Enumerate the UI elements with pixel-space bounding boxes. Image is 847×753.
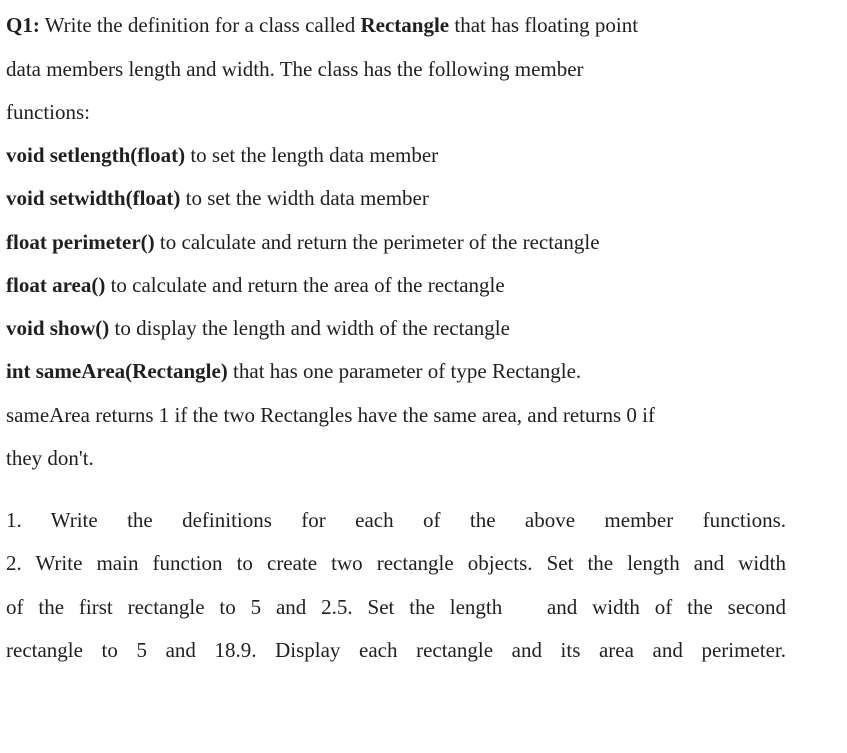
task-line-3: of the first rectangle to 5 and 2.5. Set the length and width of the second bbox=[6, 595, 786, 619]
function-item-area bbox=[6, 272, 505, 298]
question-label: Q1: bbox=[6, 13, 40, 37]
function-description: to display the length and width of the rectangle bbox=[109, 316, 510, 340]
function-signature: float perimeter() bbox=[6, 230, 155, 254]
task-line-1: 1. Write the definitions for each of the above member functions. bbox=[6, 508, 786, 532]
function-description: to calculate and return the perimeter of the rectangle bbox=[154, 230, 600, 254]
task-line-4: rectangle to 5 and 18.9. Display each rectangle and its area and perimeter. bbox=[6, 638, 786, 662]
function-description: to calculate and return the area of the rectangle bbox=[105, 273, 505, 297]
task-line-2: 2. Write main function to create two rectangle objects. Set the length and width bbox=[6, 551, 786, 575]
function-item-setwidth bbox=[6, 185, 429, 211]
class-name: Rectangle bbox=[360, 13, 450, 37]
function-item-setlength bbox=[6, 142, 438, 168]
function-description: that has one parameter of type Rectangle. bbox=[227, 359, 582, 383]
question-line-1 bbox=[6, 12, 638, 38]
function-signature: int sameArea(Rectangle) bbox=[6, 359, 228, 383]
question-intro-part-2: that has floating point bbox=[449, 13, 639, 37]
question-intro-part-1: Write the definition for a class called bbox=[39, 13, 361, 37]
function-description: to set the length data member bbox=[185, 143, 439, 167]
function-signature: void setwidth(float) bbox=[6, 186, 181, 210]
question-line-2: data members length and width. The class has the following member bbox=[6, 57, 584, 81]
function-item-samearea bbox=[6, 358, 581, 384]
samearea-note-line-2: they don't. bbox=[6, 446, 94, 470]
function-signature: void show() bbox=[6, 316, 110, 340]
function-item-perimeter bbox=[6, 229, 600, 255]
samearea-note-line-1: sameArea returns 1 if the two Rectangles have the same area, and returns 0 if bbox=[6, 403, 655, 427]
function-item-show bbox=[6, 315, 510, 341]
function-description: to set the width data member bbox=[180, 186, 429, 210]
function-signature: float area() bbox=[6, 273, 106, 297]
function-signature: void setlength(float) bbox=[6, 143, 186, 167]
question-line-3: functions: bbox=[6, 100, 90, 124]
